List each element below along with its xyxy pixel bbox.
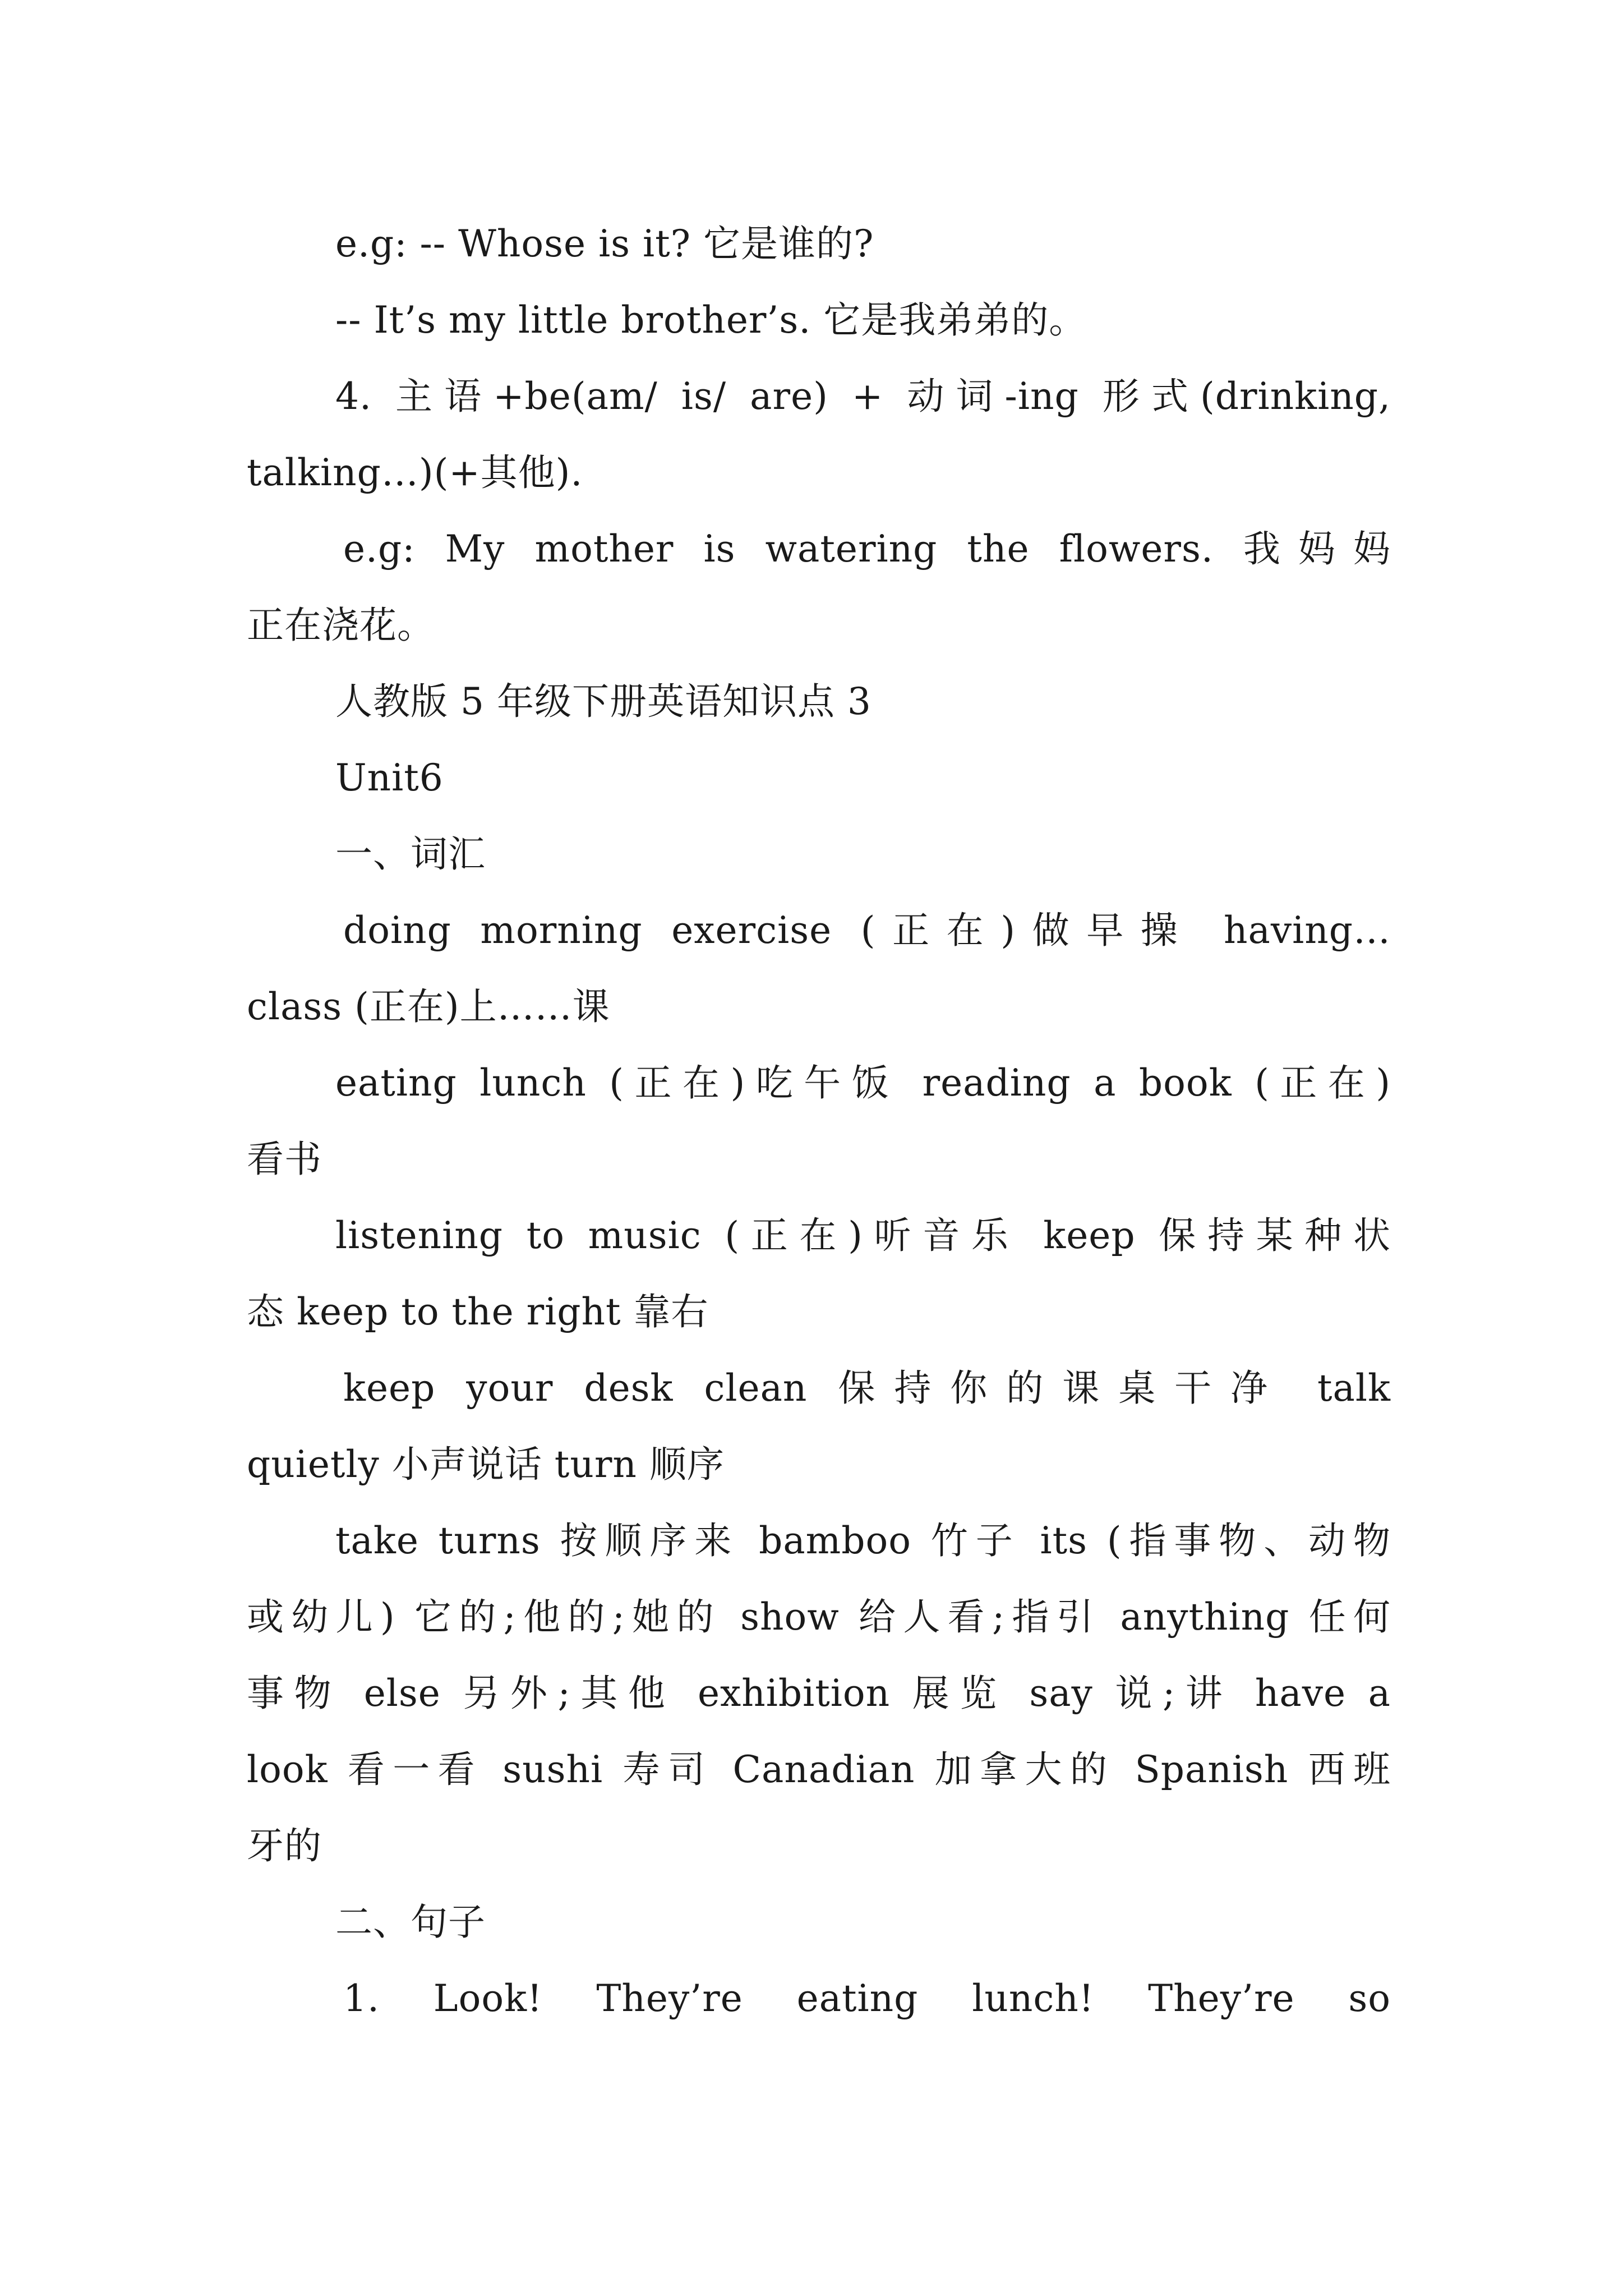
example-line-watering-continued: 正在浇花。 [247,604,435,647]
grammar-rule-4-continued: talking…)(+其他). [247,451,583,494]
section-title: 人教版 5 年级下册英语知识点 3 [335,680,872,723]
vocab-line-3-continued: 态 keep to the right 靠右 [247,1290,709,1333]
vocab-line-5: take turns 按顺序来 bamboo 竹子 its (指事物、动物 [335,1519,1391,1562]
vocab-line-5-continued-b: 事物 else 另外;其他 exhibition 展览 say 说;讲 have a [247,1672,1391,1715]
vocab-line-1: doing morning exercise (正在)做早操 having… [343,909,1391,952]
vocab-line-2-continued: 看书 [247,1138,322,1181]
sentences-heading: 二、句子 [335,1901,486,1944]
sentence-line-1: 1. Look! They’re eating lunch! They’re so [343,1977,1391,2020]
vocab-line-4: keep your desk clean 保持你的课桌干净 talk [343,1366,1391,1410]
vocab-line-5-continued-d: 牙的 [247,1824,322,1867]
example-line-whose: e.g: -- Whose is it? 它是谁的? [335,222,874,265]
vocabulary-heading: 一、词汇 [335,832,486,876]
vocab-line-1-continued: class (正在)上……课 [247,985,610,1028]
grammar-rule-4: 4. 主语+be(am/ is/ are) + 动词-ing 形式(drinking, [335,375,1391,418]
vocab-line-5-continued-c: look 看一看 sushi 寿司 Canadian 加拿大的 Spanish 西班 [247,1748,1391,1791]
example-line-brother: -- It’s my little brother’s. 它是我弟弟的。 [335,298,1087,342]
vocab-line-2: eating lunch (正在)吃午饭 reading a book (正在) [335,1061,1391,1105]
vocab-line-5-continued-a: 或幼儿) 它的;他的;她的 show 给人看;指引 anything 任何 [247,1595,1391,1639]
example-line-watering: e.g: My mother is watering the flowers. 我妈妈 [343,527,1391,570]
vocab-line-4-continued: quietly 小声说话 turn 顺序 [247,1443,725,1486]
unit-heading: Unit6 [335,756,444,799]
vocab-line-3: listening to music (正在)听音乐 keep 保持某种状 [335,1214,1391,1257]
